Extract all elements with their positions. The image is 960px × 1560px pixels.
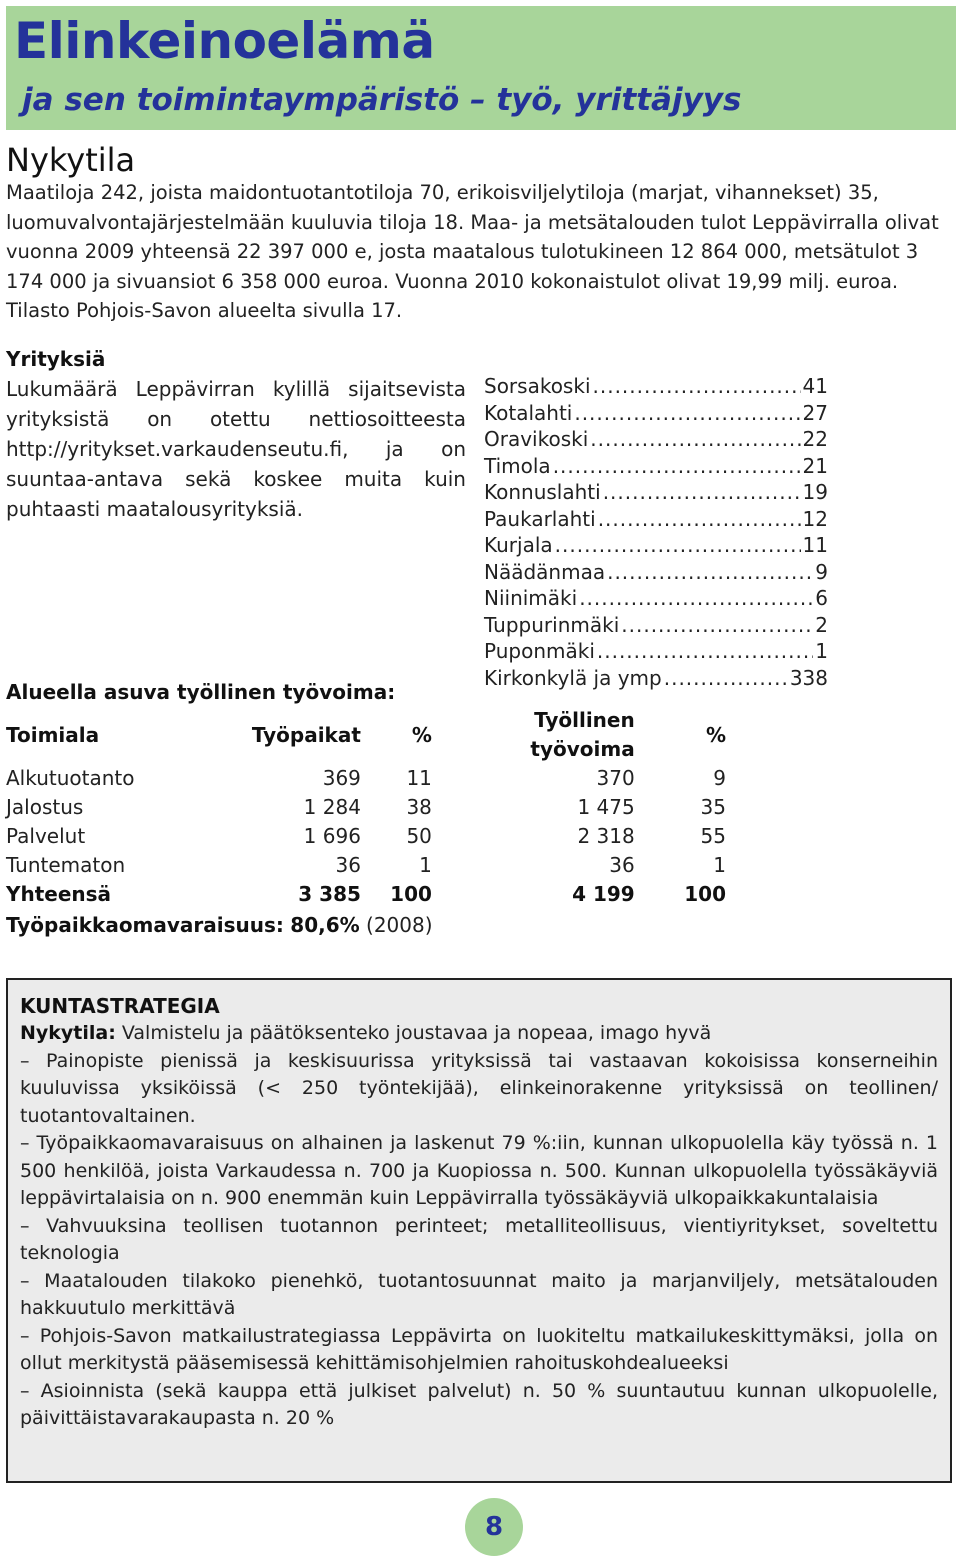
dot-leader [603,479,801,506]
village-count: 21 [802,453,828,478]
village-name: Kirkonkylä ja ymp [484,665,662,690]
list-item [484,506,828,533]
cell-pct: 50 [406,824,432,848]
dot-leader [664,665,788,692]
cell-pct: 1 [419,853,432,877]
kuntastrategia-box [6,978,952,1483]
omavaraisuus-value: 80,6% [290,913,360,937]
cell-pct: 55 [700,824,726,848]
yrityksia-paragraph: Lukumäärä Leppävirran kylillä sijaitsevista yrityksistä on otettu nettiosoitteesta http://yritykset.varkaudenseutu.fi, ja on suuntaa-antava sekä koskee muita kuin puhtaasti maatalousyrityksiä. [6,377,466,521]
village-name: Tuppurinmäki [484,612,620,637]
village-count: 6 [815,586,828,610]
table-header-row [6,706,726,764]
table-total-row [6,880,726,909]
cell-tyollinen: 1 475 [577,795,635,819]
cell-pct: 9 [713,766,726,790]
cell-tyopaikat: 1 696 [303,824,361,848]
kuntastrategia-nykytila-label: Nykytila: [20,1022,116,1044]
dot-leader [598,506,801,533]
list-item [484,453,828,480]
cell-pct: 100 [684,882,726,906]
omavaraisuus-year: (2008) [366,913,433,937]
village-name: Niinimäki [484,586,578,610]
page-subtitle: ja sen toimintaympäristö – työ, yrittäjyys [22,82,742,118]
strategy-bullet: – Maatalouden tilakoko pienehkö, tuotantosuunnat maito ja marjanviljely, metsätalouden hakkuutulo merkittävä [20,1269,938,1319]
dot-leader [621,612,813,639]
tyovoima-heading: Alueella asuva työllinen työvoima: [6,680,396,704]
cell-toimiala: Alkutuotanto [6,766,135,790]
cell-tyollinen: 370 [596,766,635,790]
village-count: 11 [802,533,828,557]
village-company-list [484,373,828,691]
cell-pct: 35 [700,795,726,819]
list-item [484,585,828,612]
col-header-pct: % [411,722,432,747]
omavaraisuus-line [6,910,433,940]
page-title: Elinkeinoelämä [14,12,435,70]
village-count: 19 [802,480,828,504]
kuntastrategia-heading: KUNTASTRATEGIA [20,994,220,1018]
village-name: Sorsakoski [484,374,591,398]
table-row [6,793,726,822]
village-count: 9 [815,559,828,584]
strategy-bullet: – Pohjois-Savon matkailustrategiassa Leppävirta on luokiteltu matkailukeskittymäksi, jolla on ollut merkitystä pääsemisessä kehittämisohjelmien rahoituskohdealueeksi [20,1324,938,1374]
page-number-badge: 8 [465,1498,523,1556]
list-item [484,479,828,506]
col-header-toimiala: Toimiala [6,722,100,747]
cell-tyopaikat: 36 [335,853,361,877]
nykytila-heading: Nykytila [6,141,136,179]
strategy-bullet: – Työpaikkaomavaraisuus on alhainen ja laskenut 79 %:iin, kunnan ulkopuolella käy työssä n. 1 500 henkilöä, joista Varkaudessa n. 700 ja Kuopiossa n. 500. Kunnan ulkopuolella työssäkäyviä leppävirtalaisia on n. 900 enemmän kuin Leppävirralla työssäkäyviä ulkopaikkakuntalaisia [20,1132,938,1209]
col-header-tyollinen: Työllinen työvoima [530,708,635,761]
dot-leader [553,453,801,480]
village-name: Timola [484,453,551,478]
village-count: 1 [815,639,828,663]
kuntastrategia-nykytila [20,1020,938,1048]
strategy-bullet: – Painopiste pienissä ja keskisuurissa yrityksissä tai vastaavan kokoisissa konserneihin kuuluvissa yksiköissä (< 250 työntekijää), elinkeinorakenne yrityksissä on teollinen/ tuotantovaltainen. [20,1049,938,1127]
col-header-tyopaikat: Työpaikat [251,722,361,747]
dot-leader [607,559,813,586]
dot-leader [579,585,813,612]
yrityksia-heading: Yrityksiä [6,347,106,371]
list-item [484,612,828,639]
cell-tyopaikat: 3 385 [298,882,361,906]
dot-leader [597,638,813,665]
cell-tyollinen: 4 199 [572,882,635,906]
table-row [6,851,726,880]
village-name: Kurjala [484,533,553,557]
village-name: Oravikoski [484,427,589,451]
village-count: 338 [789,665,828,690]
village-name: Puponmäki [484,639,595,663]
village-name: Paukarlahti [484,506,596,531]
cell-toimiala: Yhteensä [6,882,112,906]
village-count: 12 [802,506,828,531]
kuntastrategia-nykytila-text: Valmistelu ja päätöksenteko joustavaa ja nopeaa, imago hyvä [121,1022,712,1044]
header-banner [6,6,956,130]
cell-pct: 11 [406,766,432,790]
cell-tyopaikat: 369 [322,766,361,790]
list-item [484,665,828,692]
omavaraisuus-label: Työpaikkaomavaraisuus: [6,913,284,937]
village-name: Näädänmaa [484,559,606,584]
village-count: 41 [802,374,828,398]
village-name: Kotalahti [484,400,573,425]
dot-leader [593,373,801,400]
cell-toimiala: Palvelut [6,824,86,848]
village-name: Konnuslahti [484,480,601,504]
list-item [484,532,828,559]
col-header-pct: % [705,722,726,747]
cell-pct: 100 [390,882,432,906]
nykytila-paragraph: Maatiloja 242, joista maidontuotantotiloja 70, erikoisviljelytiloja (marjat, vihannekset) 35, luomuvalvontajärjestelmään kuuluvia tiloja 18. Maa- ja metsätalouden tulot Leppävirralla olivat vuonna 2009 yhteensä 22 397 000 e, josta maatalous tulotukineen 12 864 000, metsätulot 3 174 000 ja sivuansiot 6 358 000 euroa. Vuonna 2010 kokonaistulot olivat 19,99 milj. euroa. Tilasto Pohjois-Savon alueelta sivulla 17. [6,181,939,322]
cell-tyollinen: 36 [609,853,635,877]
list-item [484,373,828,400]
list-item [484,400,828,427]
list-item [484,559,828,586]
village-count: 27 [802,400,828,425]
dot-leader [555,532,801,559]
table-row [6,764,726,793]
cell-pct: 1 [713,853,726,877]
cell-toimiala: Tuntematon [6,853,126,877]
dot-leader [590,426,800,453]
strategy-bullet: – Vahvuuksina teollisen tuotannon perinteet; metalliteollisuus, vientiyritykset, soveltettu teknologia [20,1214,938,1264]
list-item [484,638,828,665]
cell-toimiala: Jalostus [6,795,84,819]
village-count: 2 [815,612,828,637]
cell-tyollinen: 2 318 [577,824,635,848]
village-count: 22 [802,427,828,451]
table-row [6,822,726,851]
strategy-bullet: – Asioinnista (sekä kauppa että julkiset palvelut) n. 50 % suuntautuu kunnan ulkopuolelle, päivittäistavarakaupasta n. 20 % [20,1379,938,1429]
dot-leader [574,400,800,427]
list-item [484,426,828,453]
cell-tyopaikat: 1 284 [303,795,361,819]
cell-pct: 38 [406,795,432,819]
tyovoima-table [6,706,726,909]
